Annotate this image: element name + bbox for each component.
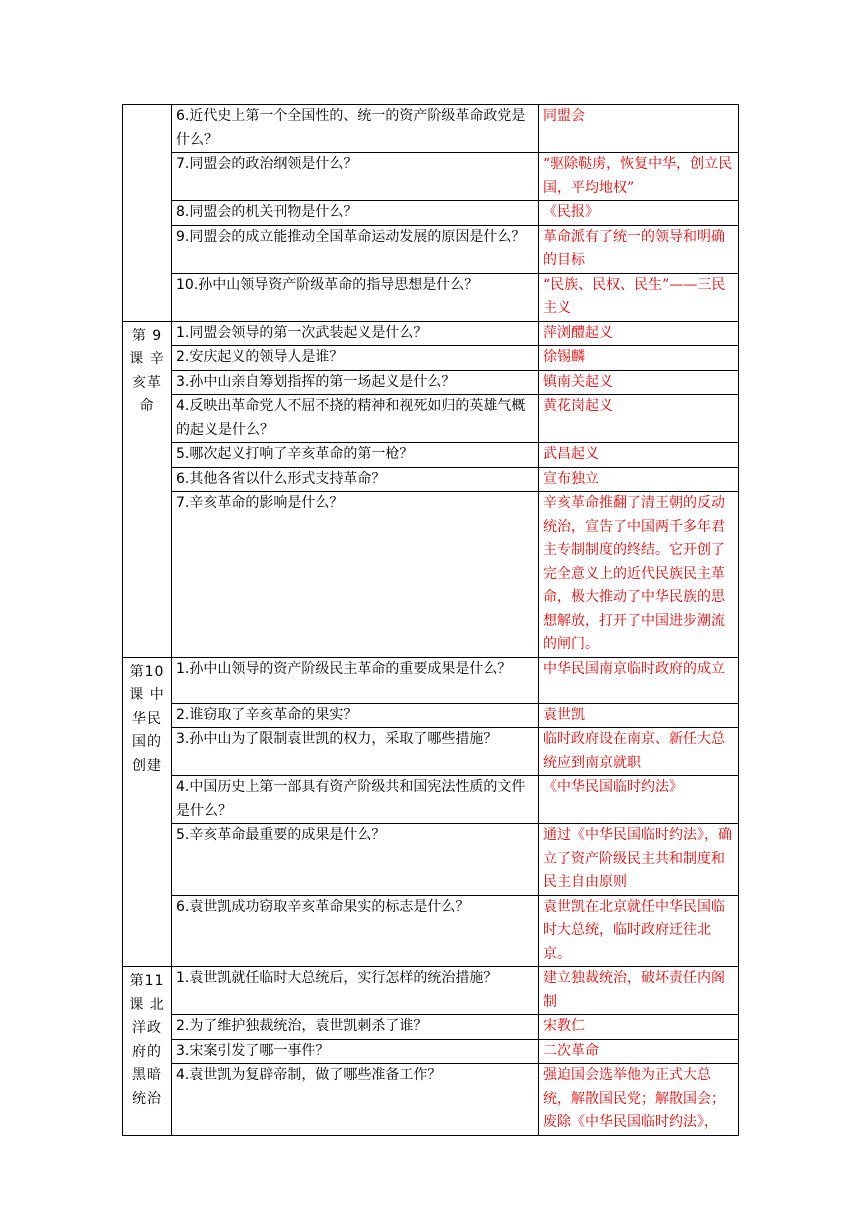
question-cell: 2.谁窃取了辛亥革命的果实？ <box>172 703 539 728</box>
answer-cell: “民族、民权、民生”——三民主义 <box>539 273 739 321</box>
table-row <box>123 153 739 201</box>
table-row <box>123 1039 739 1064</box>
answer-cell: 同盟会 <box>539 105 739 153</box>
question-cell: 7.辛亥革命的影响是什么？ <box>172 492 539 658</box>
question-cell: 2.安庆起义的领导人是谁？ <box>172 346 539 371</box>
answer-cell: 袁世凯 <box>539 703 739 728</box>
question-cell: 4.反映出革命党人不屈不挠的精神和视死如归的英雄气概的起义是什么？ <box>172 395 539 443</box>
answer-cell: 镇南关起义 <box>539 370 739 395</box>
question-cell: 7.同盟会的政治纲领是什么？ <box>172 153 539 201</box>
answer-cell: 武昌起义 <box>539 443 739 468</box>
lesson-cell: 第 9 课 辛亥革命 <box>123 321 172 657</box>
question-cell: 9.同盟会的成立能推动全国革命运动发展的原因是什么？ <box>172 225 539 273</box>
answer-cell: 强迫国会选举他为正式大总统，解散国民党；解散国会；废除《中华民国临时约法》， <box>539 1064 739 1136</box>
answer-cell: 革命派有了统一的领导和明确的目标 <box>539 225 739 273</box>
question-cell: 3.孙中山为了限制袁世凯的权力，采取了哪些措施？ <box>172 728 539 776</box>
question-cell: 10.孙中山领导资产阶级革命的指导思想是什么？ <box>172 273 539 321</box>
table-row <box>123 824 739 896</box>
question-cell: 1.同盟会领导的第一次武装起义是什么？ <box>172 321 539 346</box>
question-cell: 5.辛亥革命最重要的成果是什么？ <box>172 824 539 896</box>
table-row <box>123 395 739 443</box>
table-row <box>123 370 739 395</box>
table-row <box>123 443 739 468</box>
table-row <box>123 346 739 371</box>
answer-cell: 宣布独立 <box>539 467 739 492</box>
table-row <box>123 467 739 492</box>
table-row <box>123 225 739 273</box>
question-cell: 6.近代史上第一个全国性的、统一的资产阶级革命政党是什么？ <box>172 105 539 153</box>
lesson-cell <box>123 105 172 322</box>
table-row <box>123 105 739 153</box>
table-row <box>123 703 739 728</box>
table-row <box>123 492 739 658</box>
question-cell: 1.袁世凯就任临时大总统后，实行怎样的统治措施？ <box>172 967 539 1015</box>
table-row <box>123 1064 739 1136</box>
answer-cell: 辛亥革命推翻了清王朝的反动统治，宣告了中国两千多年君主专制制度的终结。它开创了完全意义上的近代民族民主革命，极大推动了中华民族的思想解放，打开了中国进步潮流的闸门。 <box>539 492 739 658</box>
answer-cell: 中华民国南京临时政府的成立 <box>539 657 739 703</box>
table-row <box>123 321 739 346</box>
lesson-cell: 第11课 北洋政府的黑暗统治 <box>123 967 172 1136</box>
answer-cell: 黄花岗起义 <box>539 395 739 443</box>
table-row <box>123 273 739 321</box>
qa-table <box>122 104 739 1136</box>
answer-cell: “驱除鞑虏，恢复中华，创立民国，平均地权” <box>539 153 739 201</box>
answer-cell: 通过《中华民国临时约法》，确立了资产阶级民主共和制度和民主自由原则 <box>539 824 739 896</box>
answer-cell: 《中华民国临时约法》 <box>539 776 739 824</box>
question-cell: 4.中国历史上第一部具有资产阶级共和国宪法性质的文件是什么？ <box>172 776 539 824</box>
document-page <box>122 104 738 1136</box>
table-row <box>123 728 739 776</box>
table-row <box>123 1015 739 1040</box>
table-row <box>123 776 739 824</box>
question-cell: 8.同盟会的机关刊物是什么？ <box>172 201 539 226</box>
table-row <box>123 895 739 967</box>
answer-cell: 《民报》 <box>539 201 739 226</box>
question-cell: 5.哪次起义打响了辛亥革命的第一枪？ <box>172 443 539 468</box>
question-cell: 6.袁世凯成功窃取辛亥革命果实的标志是什么？ <box>172 895 539 967</box>
question-cell: 4.袁世凯为复辟帝制，做了哪些准备工作？ <box>172 1064 539 1136</box>
table-row <box>123 657 739 703</box>
answer-cell: 徐锡麟 <box>539 346 739 371</box>
table-row <box>123 201 739 226</box>
question-cell: 6.其他各省以什么形式支持革命？ <box>172 467 539 492</box>
answer-cell: 萍浏醴起义 <box>539 321 739 346</box>
answer-cell: 建立独裁统治，破坏责任内阁制 <box>539 967 739 1015</box>
answer-cell: 袁世凯在北京就任中华民国临时大总统，临时政府迁往北京。 <box>539 895 739 967</box>
answer-cell: 宋教仁 <box>539 1015 739 1040</box>
qa-table-body <box>123 105 739 1136</box>
answer-cell: 临时政府设在南京、新任大总统应到南京就职 <box>539 728 739 776</box>
table-row <box>123 967 739 1015</box>
lesson-cell: 第10课 中华民国的创建 <box>123 657 172 967</box>
answer-cell: 二次革命 <box>539 1039 739 1064</box>
question-cell: 3.宋案引发了哪一事件？ <box>172 1039 539 1064</box>
question-cell: 2.为了维护独裁统治，袁世凯刺杀了谁？ <box>172 1015 539 1040</box>
question-cell: 3.孙中山亲自筹划指挥的第一场起义是什么？ <box>172 370 539 395</box>
question-cell: 1.孙中山领导的资产阶级民主革命的重要成果是什么？ <box>172 657 539 703</box>
